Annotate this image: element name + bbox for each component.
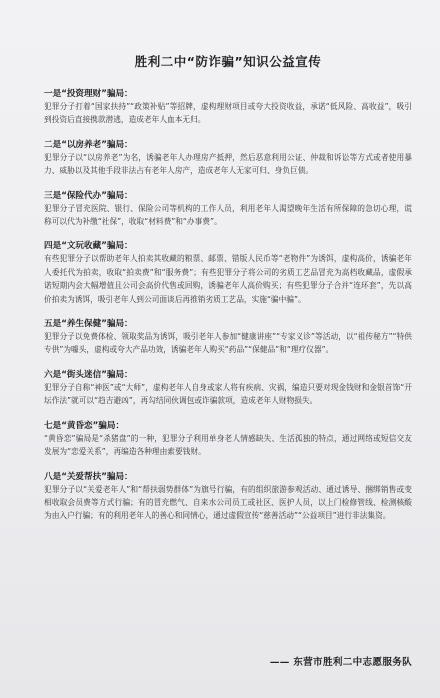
section-heading: 四是“文玩收藏”骗局： (44, 241, 133, 252)
section-house-pension-scam (44, 139, 412, 178)
section-collectibles-scam (44, 240, 412, 306)
section-heading: 一是“投资理财”骗局： (44, 89, 133, 99)
document-title: 胜利二中“防诈骗”知识公益宣传 (134, 54, 322, 69)
section-body: 犯罪分子以“关爱老年人”和“帮扶弱势群体”为旗号行骗，有的组织旅游参观活动、通过诱导、捆绑销售或变相收取会员费等方式行骗；有的冒充燃气、自来水公司员工或社区、医护人员，以上门检修管线、检测核酸为由入户行骗；有的利用老年人的善心和同情心，通过虚假宣传“慈善活动”“公益项目”进行非法集资。 (44, 484, 412, 521)
section-superstition-scam (44, 369, 412, 408)
section-heading: 六是“街头迷信”骗局： (44, 369, 133, 380)
section-body: 犯罪分子打着“国家扶持”“政策补贴”等招牌，虚构理财项目或夸大投资收益，承诺“低风险、高收益”，吸引到投资后直接携款潜逃，造成老年人血本无归。 (44, 102, 412, 125)
section-body: 犯罪分子冒充医院、银行、保险公司等机构的工作人员，利用老年人渴望晚年生活有所保障的急切心理，谎称可以代为补缴“社保”，收取“材料费”和“办事费”。 (44, 203, 412, 227)
section-heading: 七是“黄昏恋”骗局： (44, 420, 125, 431)
section-heading: 二是“以房养老”骗局： (44, 139, 133, 150)
section-body: 有些犯罪分子以帮助老年人拍卖其收藏的粮票、邮票、错版人民币等“老物件”为诱饵，虚构高价，诱骗老年人委托代为拍卖，收取“拍卖费”和“服务费”；有些犯罪分子将公司的劣质工艺品冒充为高档收藏品，虚假承诺短期内会大幅增值且公司会高价代售或回购，诱骗老年人高价购买；有些犯罪分子合并“连环套”，先以高价拍卖为诱饵，吸引老年人到公司面谈后再推销劣质工艺品，实施“骗中骗”。 (44, 254, 412, 304)
section-romance-scam (44, 420, 412, 459)
section-body: 犯罪分子以“以房养老”为名，诱骗老年人办理房产抵押，然后恶意利用公证、仲裁和诉讼等方式或者使用暴力、威胁以及其他手段非法占有老年人房产，造成老年人无家可归、身负巨债。 (44, 152, 412, 176)
section-body: 犯罪分子自称“神医”或“大师”，虚构老年人自身或家人将有疾病、灾祸，编造只要对现金钱财和金银首饰“开坛作法”就可以“趋吉避凶”，再勾结同伙调包或诈骗款项，造成老年人财物损失。 (44, 382, 412, 406)
section-heading: 八是“关爱帮扶”骗局： (44, 471, 133, 482)
section-investment-scam (44, 88, 412, 127)
section-body: 犯罪分子以免费体检、领取奖品为诱饵，吸引老年人参加“健康讲座”“专家义诊”等活动，以“祖传秘方”“特供专供”为噱头，虚构或夸大产品功效，诱骗老年人购买“药品”“保健品”和“理疗仪器”。 (44, 332, 412, 355)
document-signature: —— 东营市胜利二中志愿服务队 (269, 657, 412, 668)
section-insurance-scam (44, 190, 412, 229)
section-care-assistance-scam (44, 471, 412, 523)
section-heading: 五是“养生保健”骗局： (44, 319, 133, 330)
document-content (44, 52, 412, 535)
section-body: “黄昏恋”骗局是“杀猪盘”的一种，犯罪分子利用单身老人情感缺失、生活孤独的特点，通过网络或短信交友发展为“恋爱关系”，再编造各种理由索要钱财。 (44, 433, 412, 457)
section-heading: 三是“保险代办”骗局： (44, 190, 133, 201)
section-health-scam (44, 318, 412, 357)
